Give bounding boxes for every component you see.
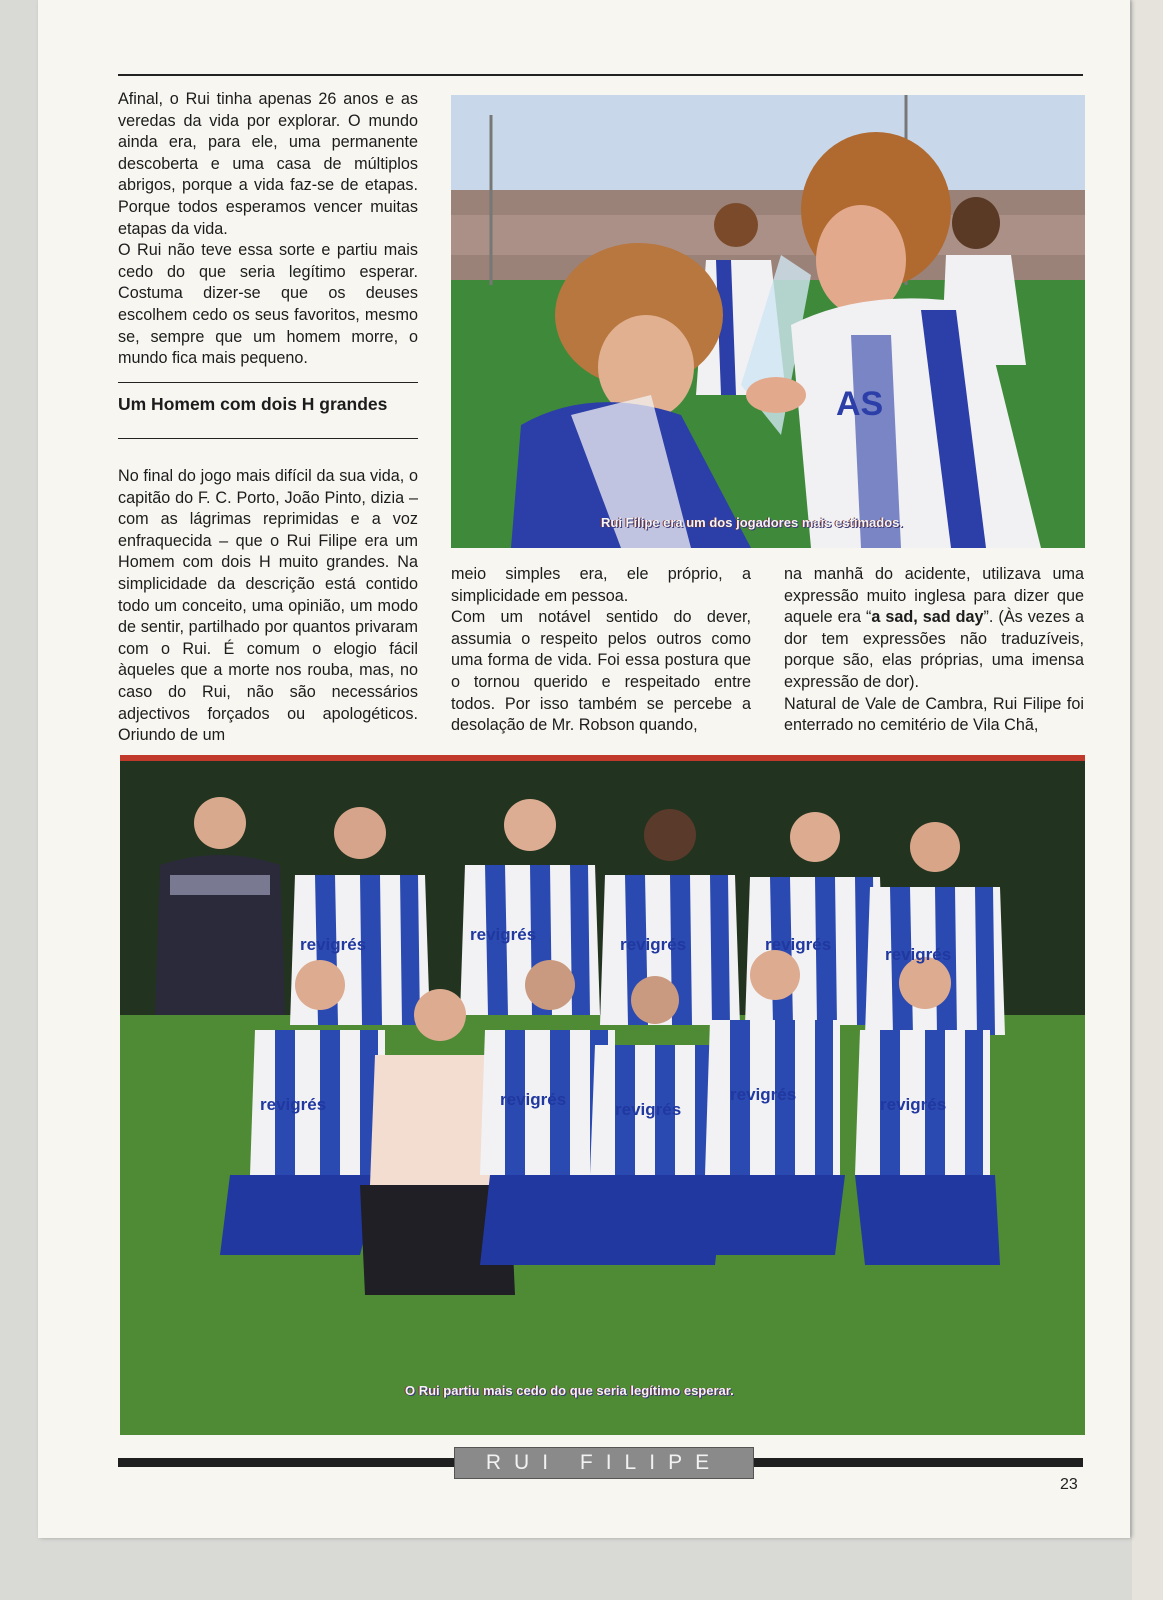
top-rule: [118, 74, 1083, 76]
section-title: Um Homem com dois H grandes: [118, 394, 388, 414]
quote-bold: a sad, sad day: [871, 608, 984, 627]
photo-trophy-illustration: [451, 95, 1085, 548]
section-rule-top: [118, 382, 418, 383]
photo-team-caption: O Rui partiu mais cedo do que seria legítimo esperar.: [405, 1383, 734, 1398]
page-number: 23: [1060, 1476, 1078, 1493]
body-paragraph: meio simples era, ele próprio, a simplicidade em pessoa.: [451, 565, 751, 605]
body-paragraph: No final do jogo mais difícil da sua vida, o capitão do F. C. Porto, João Pinto, dizia – com as lágrimas reprimidas e a voz enfraquecida – que o Rui Filipe era um Homem com dois H muito grandes. Na simplicidade da descrição está contido todo um conceito, uma opinião, um modo de sentir, partilhado por quantos privaram com o Rui. É comum o elogio fácil àqueles que a morte nos rouba, mas, no caso do Rui, não são necessários adjectivos forçados ou apologéticos. Oriundo de um: [118, 467, 418, 745]
svg-text:revigrés: revigrés: [885, 945, 952, 964]
body-column-3: [784, 564, 1084, 737]
photo-trophy: [451, 95, 1085, 548]
section-rule-bottom: [118, 438, 418, 439]
photo-team: [120, 755, 1085, 1435]
body-paragraph: Com um notável sentido do dever, assumia o respeito pelos outros como uma forma de vida. Foi essa postura que o tornou querido e respeitado entre todos. Por isso também se percebe a desolação de Mr. Robson quando,: [451, 608, 751, 735]
svg-text:revigrés: revigrés: [765, 935, 832, 954]
body-column-2: [451, 564, 751, 737]
footer-label: RUI FILIPE: [454, 1447, 754, 1479]
body-paragraph: Natural de Vale de Cambra, Rui Filipe foi enterrado no cemitério de Vila Chã,: [784, 694, 1084, 735]
svg-text:revigrés: revigrés: [500, 1090, 567, 1109]
svg-text:revigrés: revigrés: [300, 935, 367, 954]
svg-text:AS: AS: [836, 385, 884, 423]
intro-paragraph-2: O Rui não teve essa sorte e partiu mais cedo do que seria legítimo esperar. Costuma dizer-se que os deuses escolhem cedo os seus favoritos, mesmo se, sempre que um homem morre, o mundo fica mais pequeno.: [118, 241, 418, 368]
svg-text:revigrés: revigrés: [470, 925, 537, 944]
svg-text:revigrés: revigrés: [730, 1085, 797, 1104]
svg-text:revigrés: revigrés: [615, 1100, 682, 1119]
svg-text:revigrés: revigrés: [620, 935, 687, 954]
body-column-1: [118, 466, 418, 747]
svg-text:revigrés: revigrés: [880, 1095, 947, 1114]
photo-team-illustration: [120, 755, 1085, 1435]
intro-column: [118, 89, 418, 370]
photo-trophy-caption: Rui Filipe era um dos jogadores mais estimados.: [601, 515, 903, 530]
body-paragraph: [784, 564, 1084, 694]
intro-paragraph-1: Afinal, o Rui tinha apenas 26 anos e as veredas da vida por explorar. O mundo ainda era, para ele, uma permanente descoberta e uma casa de múltiplos abrigos, porque a vida faz-se de etapas. Porque todos esperamos vencer muitas etapas da vida.: [118, 90, 418, 238]
text-run: na manhã do acidente, utilizava uma expressão muito inglesa para dizer que aquele era “: [784, 565, 1084, 627]
text-run: ”. (Às vezes a dor tem expressões não traduzíveis, porque são, elas próprias, uma imensa expressão de dor).: [784, 608, 1084, 691]
svg-text:revigrés: revigrés: [260, 1095, 327, 1114]
page-edge: [1132, 0, 1163, 1600]
